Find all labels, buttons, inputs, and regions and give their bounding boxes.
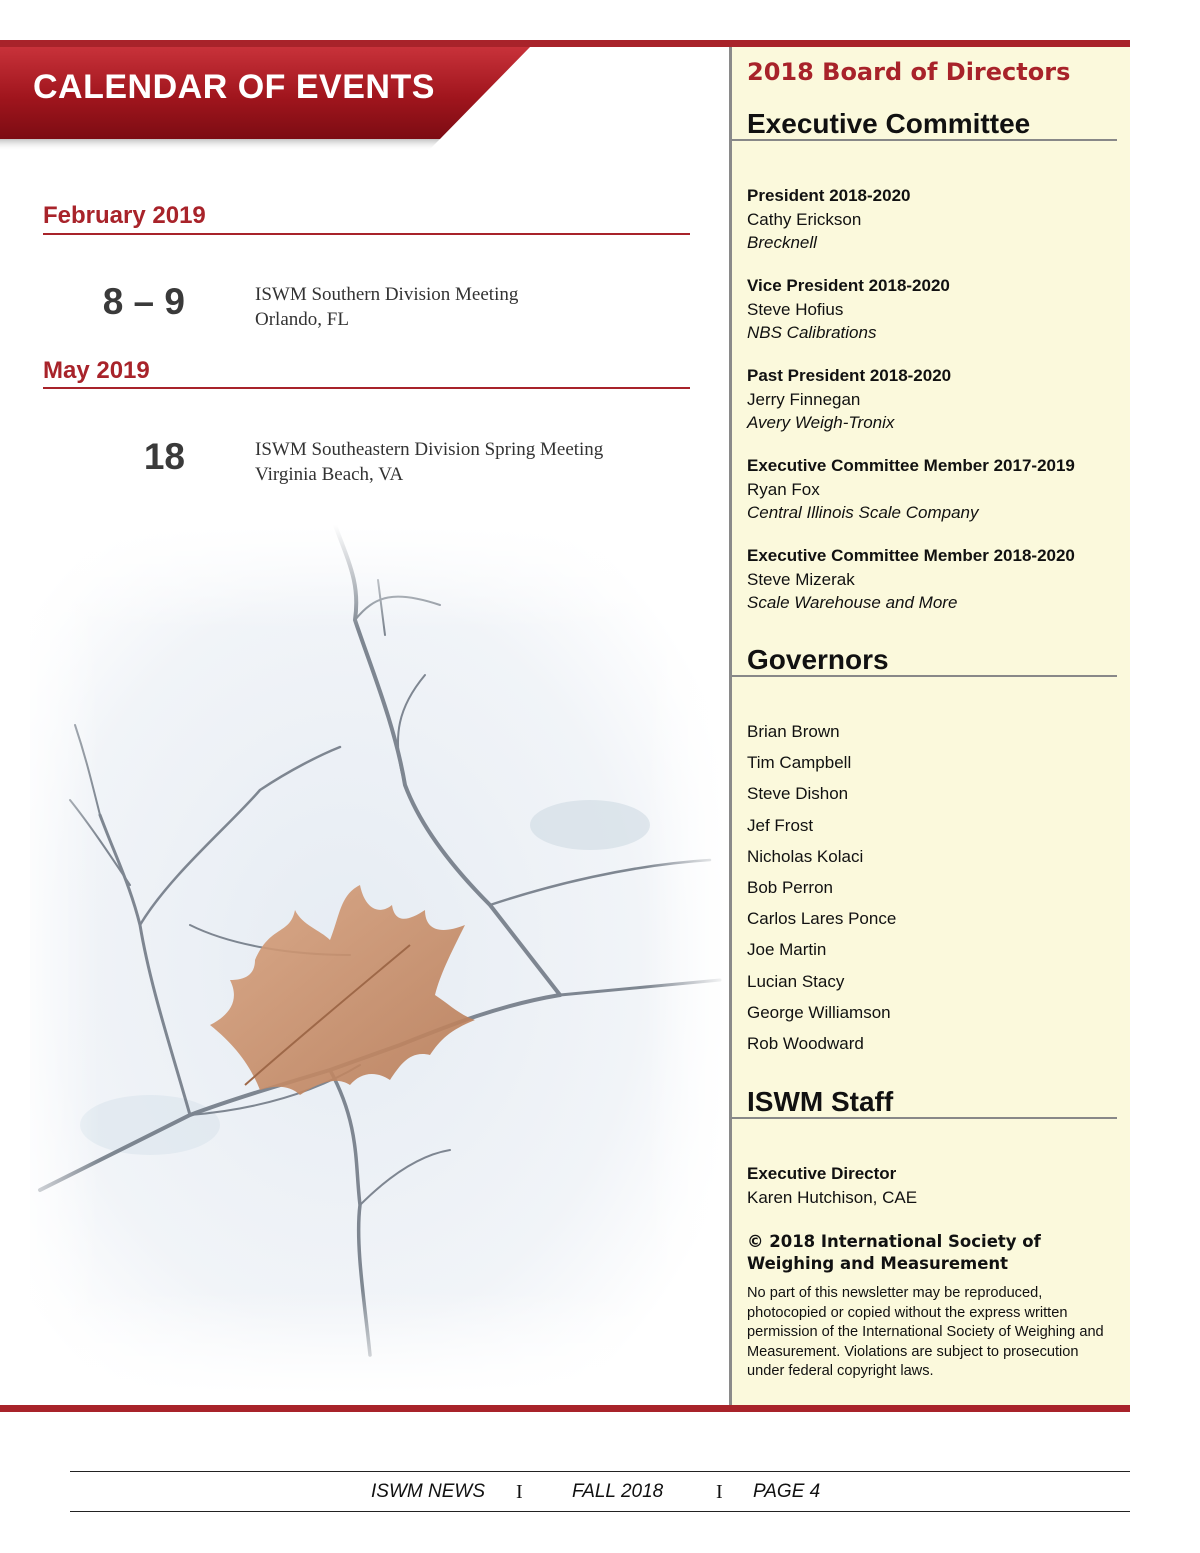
winter-branch-leaf-photo bbox=[30, 525, 730, 1395]
member-name: Steve Hofius bbox=[747, 299, 844, 319]
footer-separator: I bbox=[716, 1481, 723, 1503]
bottom-accent-rule bbox=[0, 1405, 1130, 1412]
list-item: Tim Campbell bbox=[747, 753, 852, 773]
top-accent-rule bbox=[0, 40, 1130, 47]
list-item: Brian Brown bbox=[747, 722, 840, 741]
footer-page-number: PAGE 4 bbox=[753, 1481, 821, 1502]
footer-bottom-rule bbox=[70, 1511, 1130, 1512]
member-organization: Brecknell bbox=[747, 233, 817, 252]
executive-member bbox=[747, 274, 950, 345]
list-item: Carlos Lares Ponce bbox=[747, 909, 897, 929]
footer-top-rule bbox=[70, 1471, 1130, 1472]
member-organization: NBS Calibrations bbox=[747, 323, 877, 342]
event-location: Orlando, FL bbox=[255, 309, 349, 330]
footer-separator: I bbox=[516, 1481, 523, 1503]
governors-list bbox=[747, 720, 896, 1063]
event-date: 18 bbox=[143, 436, 185, 477]
event-details bbox=[255, 282, 518, 332]
copyright-title: © 2018 International Society of Weighing and Measurement bbox=[747, 1232, 1041, 1273]
member-name: Jerry Finnegan bbox=[747, 389, 861, 409]
executive-member bbox=[747, 364, 951, 435]
section-divider bbox=[731, 1117, 1117, 1119]
list-item: Nicholas Kolaci bbox=[747, 846, 864, 866]
footer-publication: ISWM NEWS bbox=[371, 1481, 485, 1502]
executive-committee-heading: Executive Committee bbox=[747, 108, 1031, 139]
section-divider bbox=[731, 139, 1117, 141]
copyright-notice: No part of this newsletter may be reproduced, photocopied or copied without the express written permission of the International Society of Weighing and Measurement. Violations are subject to prosecution under federal copyright laws. bbox=[747, 1285, 1104, 1380]
section-divider bbox=[731, 675, 1117, 677]
list-item: Lucian Stacy bbox=[747, 971, 845, 991]
staff-role: Executive Director bbox=[747, 1164, 897, 1183]
member-name: Ryan Fox bbox=[747, 479, 820, 499]
executive-member bbox=[747, 544, 1075, 615]
staff-name: Karen Hutchison, CAE bbox=[747, 1187, 918, 1207]
sidebar-title: 2018 Board of Directors bbox=[747, 58, 1071, 86]
executive-member bbox=[747, 454, 1075, 525]
member-role: Executive Committee Member 2017-2019 bbox=[747, 456, 1075, 475]
list-item: Steve Dishon bbox=[747, 784, 849, 804]
list-item: Rob Woodward bbox=[747, 1033, 864, 1053]
event-location: Virginia Beach, VA bbox=[255, 464, 404, 485]
event-details bbox=[255, 437, 603, 487]
event-title: ISWM Southern Division Meeting bbox=[255, 284, 519, 305]
month-heading-may: May 2019 bbox=[43, 357, 150, 384]
month-heading-february: February 2019 bbox=[43, 202, 206, 229]
member-organization: Avery Weigh-Tronix bbox=[747, 413, 895, 432]
list-item: George Williamson bbox=[747, 1002, 891, 1022]
event-date: 8 – 9 bbox=[102, 281, 185, 322]
month-divider bbox=[43, 387, 690, 389]
footer-issue: FALL 2018 bbox=[572, 1481, 664, 1502]
list-item: Joe Martin bbox=[747, 940, 827, 960]
member-role: President 2018-2020 bbox=[747, 186, 911, 205]
staff-heading: ISWM Staff bbox=[747, 1086, 894, 1117]
member-organization: Scale Warehouse and More bbox=[747, 593, 958, 612]
member-role: Past President 2018-2020 bbox=[747, 366, 952, 385]
member-name: Steve Mizerak bbox=[747, 569, 855, 589]
event-title: ISWM Southeastern Division Spring Meeting bbox=[255, 439, 604, 460]
governors-heading: Governors bbox=[747, 644, 889, 675]
member-role: Executive Committee Member 2018-2020 bbox=[747, 546, 1075, 565]
member-organization: Central Illinois Scale Company bbox=[747, 503, 979, 522]
list-item: Bob Perron bbox=[747, 877, 833, 897]
staff-member bbox=[747, 1162, 917, 1209]
list-item: Jef Frost bbox=[747, 815, 814, 835]
month-divider bbox=[43, 233, 690, 235]
member-name: Cathy Erickson bbox=[747, 209, 862, 229]
page-title: CALENDAR OF EVENTS bbox=[33, 68, 435, 106]
member-role: Vice President 2018-2020 bbox=[747, 276, 950, 295]
executive-member bbox=[747, 184, 911, 255]
